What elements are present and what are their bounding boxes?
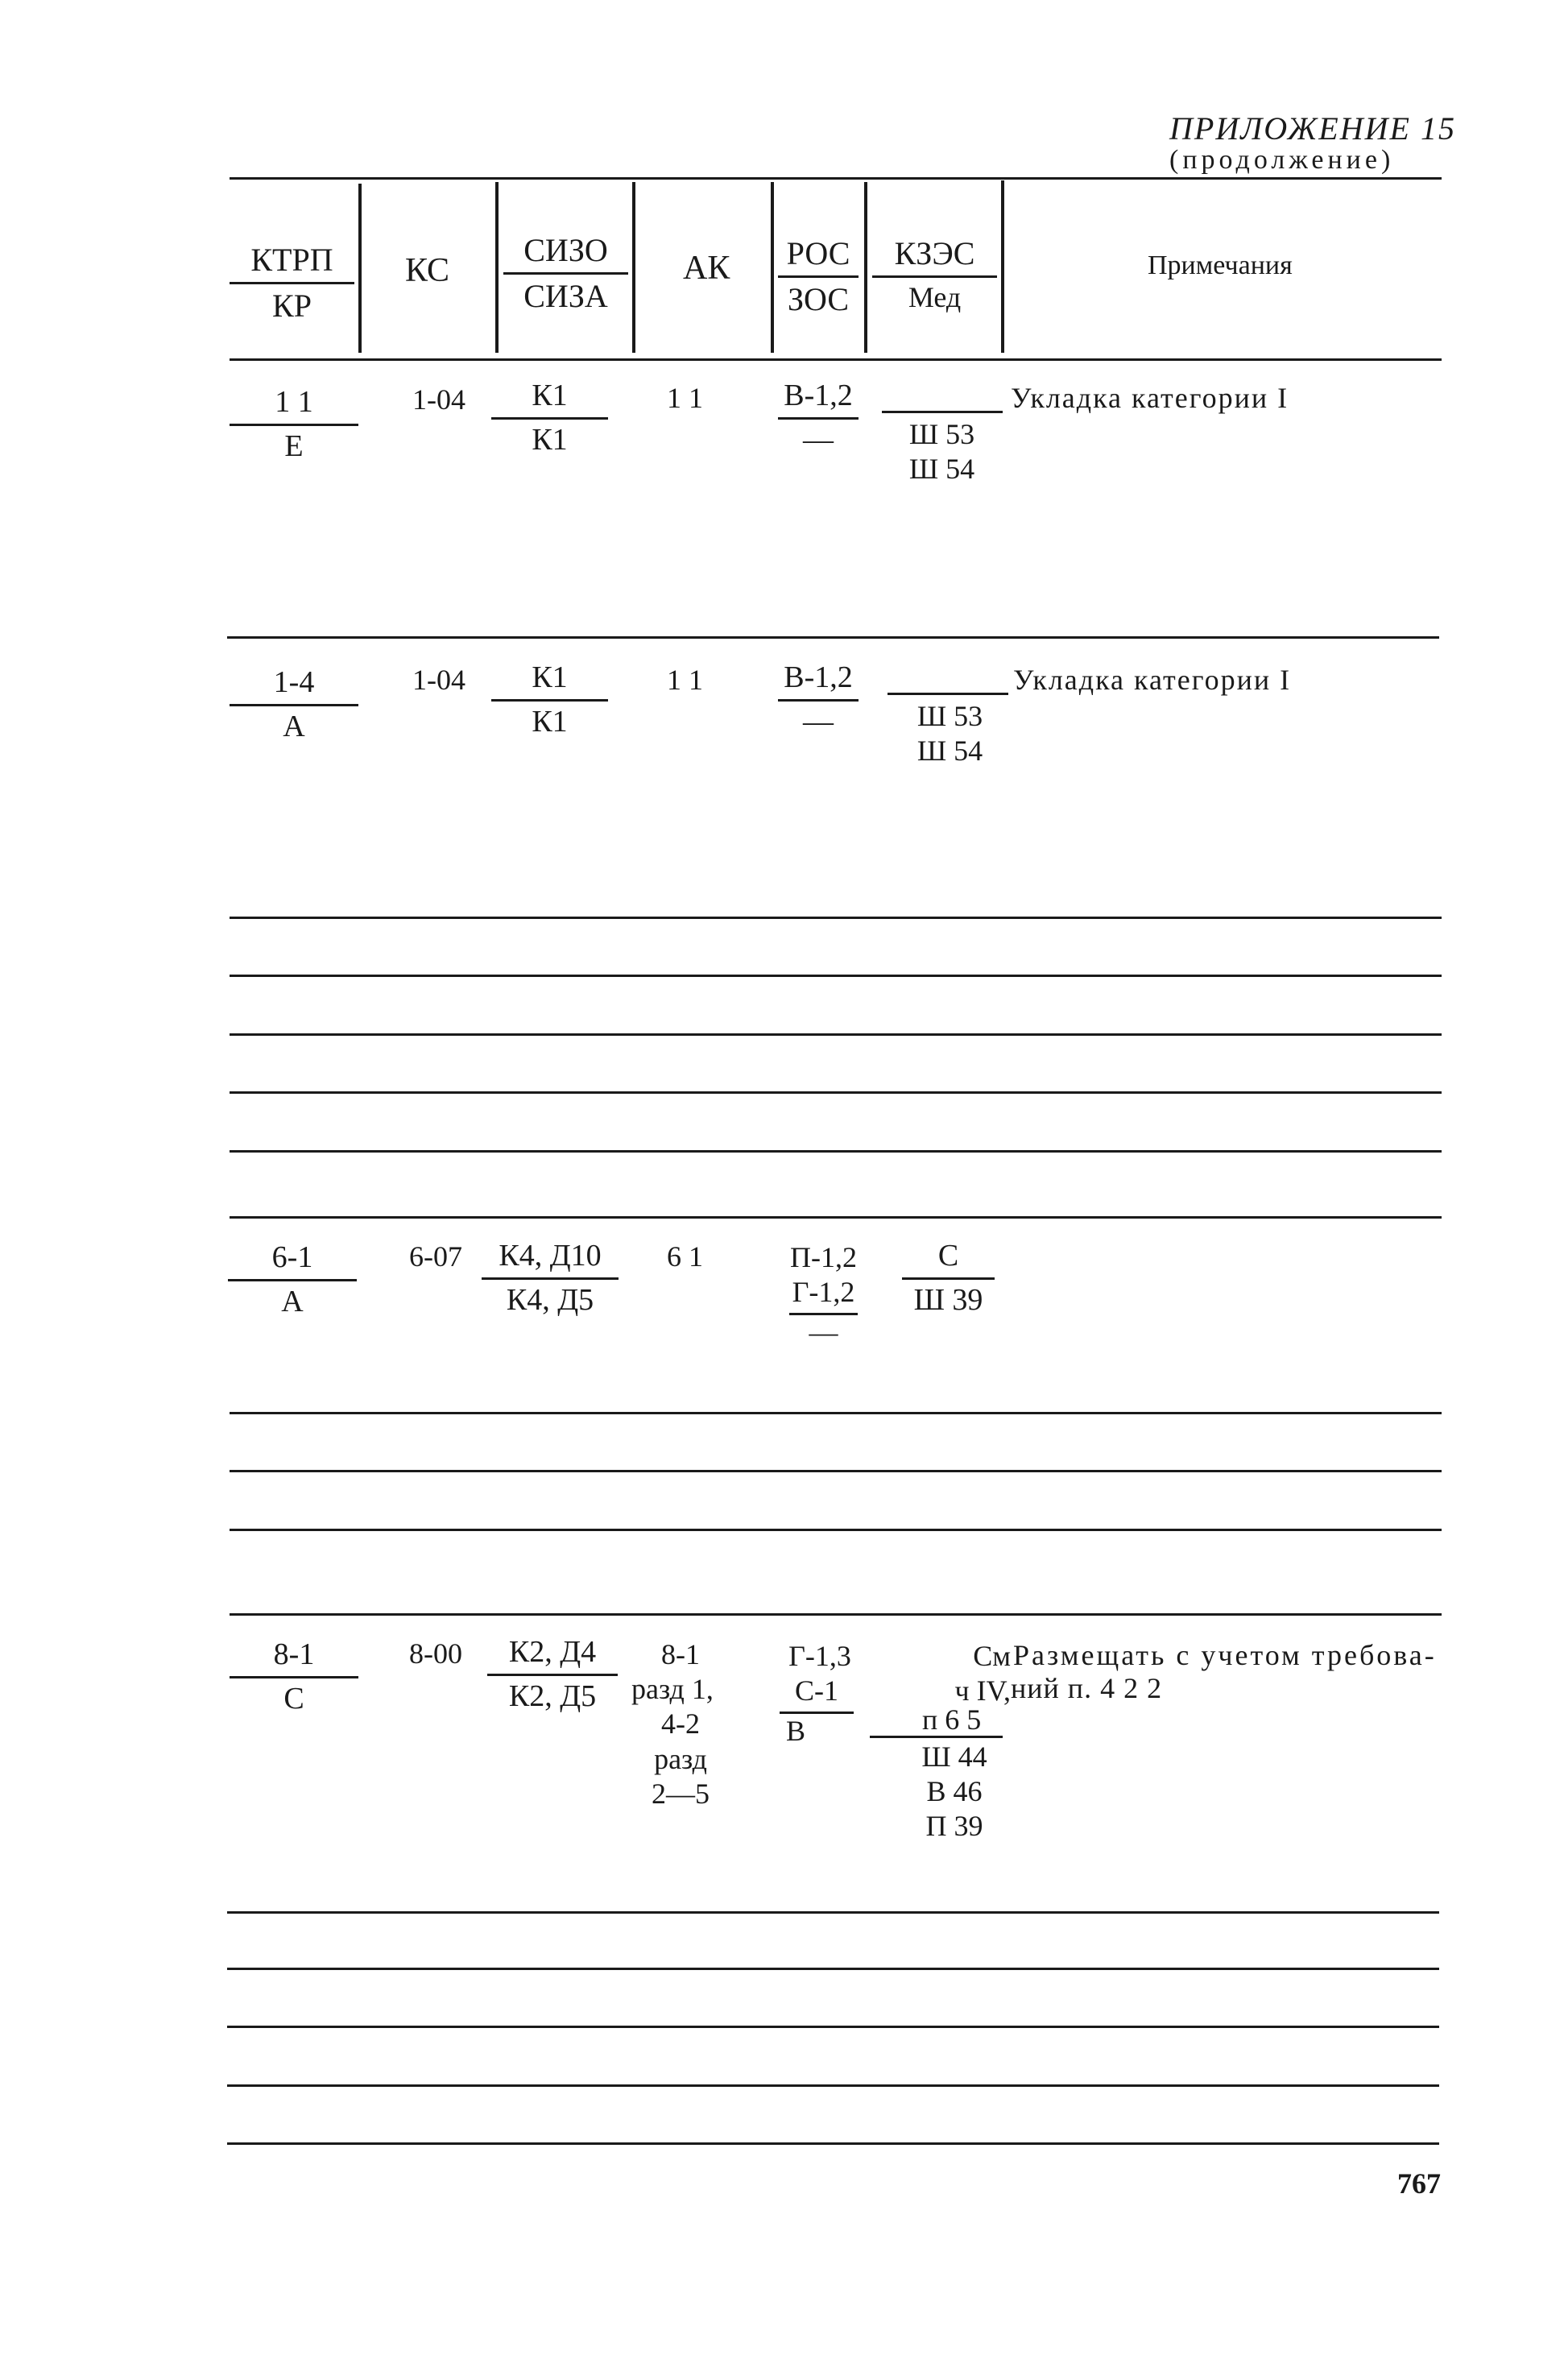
row1-ak: 1 1	[667, 382, 703, 414]
row4-ros-2: С-1	[780, 1674, 854, 1714]
row4-sizo-siza	[487, 1635, 618, 1714]
row3-zos: —	[809, 1316, 838, 1349]
row-rule-a	[230, 917, 1442, 919]
row-rule-b	[230, 975, 1442, 977]
row3-kzes-med	[902, 1239, 995, 1318]
row3-ak: 6 1	[667, 1240, 703, 1273]
header-col-sep-4	[771, 182, 774, 353]
row3-kzes: С	[937, 1239, 959, 1273]
row4-ks: 8-00	[409, 1637, 462, 1670]
row4-ak-1: 8-1	[661, 1638, 700, 1670]
header-kr: КР	[272, 288, 312, 324]
row3-siza: К4, Д5	[506, 1282, 594, 1317]
row3-ros-1: П-1,2	[790, 1241, 857, 1273]
row4-med-1: Ш 44	[921, 1741, 987, 1773]
row3-ktrp-kr	[228, 1240, 357, 1319]
row1-siza: К1	[532, 422, 568, 457]
row4-ros-1: Г-1,3	[788, 1640, 851, 1672]
row4-med-2: В 46	[926, 1775, 983, 1808]
header-bottom-rule	[230, 358, 1442, 361]
header-ros-zos	[778, 235, 859, 318]
row3-sizo-siza	[482, 1239, 619, 1318]
row4-zos: В	[786, 1715, 806, 1748]
row3-ktrp: 6-1	[271, 1240, 313, 1274]
row1-med-1: Ш 53	[908, 418, 975, 450]
appendix-subtitle: (продолжение)	[1169, 145, 1395, 175]
row3-sizo: К4, Д10	[499, 1239, 602, 1273]
row2-ros-zos	[778, 660, 859, 739]
row2-zos: —	[803, 704, 834, 739]
row4-ak-3: 4-2	[661, 1707, 700, 1741]
row-rule-c	[230, 1033, 1442, 1036]
row4-ak-4: разд	[654, 1742, 707, 1775]
row-rule-g	[230, 1412, 1442, 1414]
row1-ktrp: 1 1	[275, 385, 313, 419]
row-rule-e	[230, 1150, 1442, 1153]
row4-ak	[628, 1637, 733, 1811]
header-notes: Примечания	[1148, 250, 1293, 280]
row4-siza: К2, Д5	[508, 1678, 597, 1713]
header-col-sep-1	[358, 184, 362, 353]
row-rule-f	[230, 1216, 1442, 1219]
row1-sizo: К1	[532, 379, 568, 412]
row1-note: Укладка категории I	[1011, 382, 1289, 414]
header-ak: АК	[683, 250, 730, 287]
row-rule-k	[227, 1911, 1439, 1914]
row2-ak: 1 1	[667, 664, 703, 696]
row3-ros	[781, 1240, 866, 1351]
row-rule-m	[227, 2026, 1439, 2028]
row4-ak-2: разд 1,	[631, 1673, 714, 1706]
row1-med-2: Ш 54	[908, 453, 975, 486]
header-col-sep-5	[864, 182, 867, 353]
row1-ros-zos	[778, 379, 859, 457]
row2-ktrp-kr	[230, 665, 358, 744]
row2-med	[904, 699, 996, 768]
row2-ros: В-1,2	[784, 660, 853, 694]
header-sizo-siza	[503, 232, 628, 315]
row1-sizo-siza	[491, 379, 608, 457]
row1-kzes-bar	[882, 411, 1003, 413]
row4-kzes-pre-2: ч IV,	[954, 1674, 1011, 1707]
row4-med-3: П 39	[925, 1810, 983, 1843]
row3-med: Ш 39	[913, 1282, 983, 1317]
row4-sizo: К2, Д4	[508, 1635, 597, 1669]
header-ktrp: КТРП	[250, 242, 333, 278]
row1-rule	[227, 636, 1439, 639]
row-rule-j	[230, 1613, 1442, 1616]
header-ktrp-kr	[230, 242, 354, 325]
row4-ktrp: 8-1	[273, 1637, 315, 1671]
row1-ros: В-1,2	[784, 379, 853, 412]
row2-kr: А	[283, 709, 305, 743]
header-col-sep-2	[495, 182, 499, 353]
header-zos: ЗОС	[787, 281, 850, 317]
header-ros: РОС	[786, 235, 850, 271]
header-col-sep-6	[1001, 180, 1004, 353]
row1-ks: 1-04	[412, 383, 465, 416]
row2-sizo: К1	[532, 660, 568, 694]
row4-kzes: п 6 5	[922, 1703, 982, 1736]
row4-kzes-pre-1: См	[973, 1640, 1011, 1672]
row4-note-1: Размещать с учетом требова-	[1013, 1639, 1437, 1671]
header-ks: КС	[405, 252, 449, 289]
row4-note-2: ний п. 4 2 2	[1011, 1672, 1163, 1704]
row3-ks: 6-07	[409, 1240, 462, 1273]
row2-note: Укладка категории I	[1013, 664, 1292, 696]
header-sizo: СИЗО	[523, 232, 608, 268]
row-rule-n	[227, 2084, 1439, 2087]
row2-kzes-bar	[888, 693, 1008, 695]
row2-med-2: Ш 54	[916, 735, 983, 768]
appendix-title: ПРИЛОЖЕНИЕ 15	[1169, 110, 1456, 147]
row4-kr: С	[283, 1681, 304, 1716]
header-col-sep-3	[632, 182, 635, 353]
row-rule-d	[230, 1091, 1442, 1094]
row4-med	[910, 1740, 999, 1844]
header-kzes-med	[872, 235, 997, 314]
header-kzes: КЗЭС	[894, 235, 975, 271]
header-med: Мед	[908, 281, 962, 313]
row-rule-i	[230, 1529, 1442, 1531]
row1-med	[896, 417, 988, 486]
row2-ktrp: 1-4	[273, 665, 315, 699]
page-number: 767	[1397, 2167, 1441, 2200]
row2-med-1: Ш 53	[916, 700, 983, 732]
row4-ktrp-kr	[230, 1637, 358, 1716]
row3-kr: А	[281, 1284, 304, 1318]
row2-siza: К1	[532, 704, 568, 739]
row1-ktrp-kr	[230, 385, 358, 464]
row4-kzes-pre	[922, 1639, 1011, 1708]
row1-kr: Е	[284, 428, 304, 463]
row-rule-l	[227, 1968, 1439, 1970]
row3-ros-2: Г-1,2	[789, 1275, 858, 1315]
row2-sizo-siza	[491, 660, 608, 739]
header-top-rule	[230, 177, 1442, 180]
row4-kzes-bar	[870, 1736, 1003, 1738]
row4-ros	[780, 1639, 860, 1749]
row2-ks: 1-04	[412, 664, 465, 696]
row1-zos: —	[803, 422, 834, 457]
row4-ak-5: 2—5	[652, 1777, 710, 1810]
header-siza: СИЗА	[523, 278, 608, 314]
row-rule-h	[230, 1470, 1442, 1472]
row-rule-o	[227, 2142, 1439, 2145]
